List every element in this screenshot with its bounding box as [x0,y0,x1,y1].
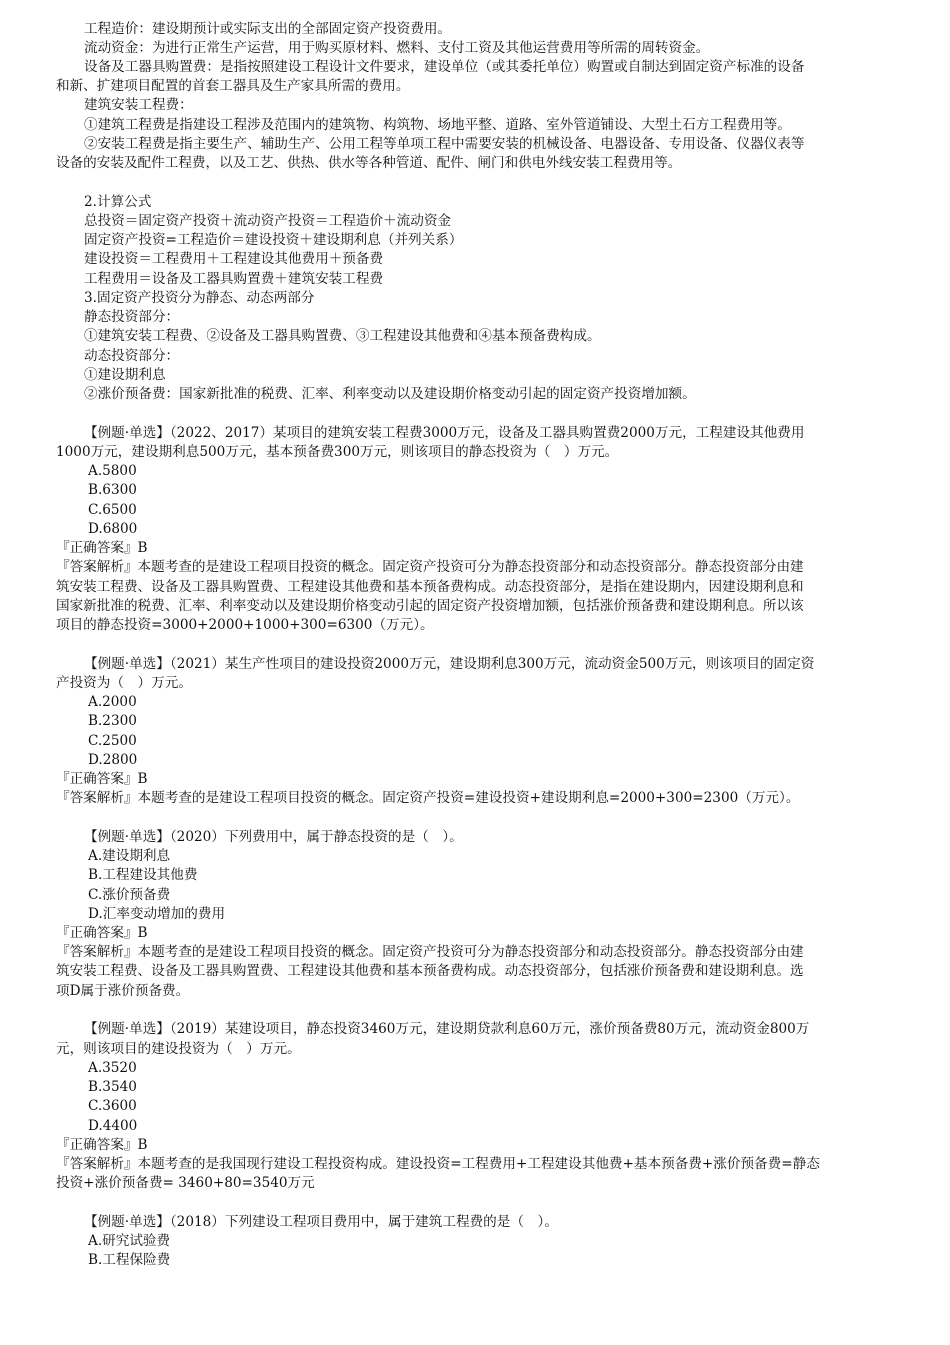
formula-line: 工程费用＝设备及工器具购置费＋建筑安装工程费 [84,271,384,287]
question-stem: 【例题·单选】（2022、2017）某项目的建筑安装工程费3000万元，设备及工器具购置费2000万元，工程建设其他费用 [84,425,805,441]
formula-line: 静态投资部分： [84,309,180,325]
option-d: D.汇率变动增加的费用 [88,906,226,922]
formula-line: 总投资＝固定资产投资＋流动资产投资＝工程造价＋流动资金 [84,213,452,229]
option-a: A.3520 [88,1060,137,1076]
correct-answer: 『正确答案』B [56,925,148,941]
answer-explanation: 『答案解析』本题考查的是建设工程项目投资的概念。固定资产投资可分为静态投资部分和动态投资部分。静态投资部分由建 [56,944,804,960]
formula-line: 固定资产投资=工程造价＝建设投资＋建设期利息（并列关系） [84,232,463,248]
answer-explanation: 筑安装工程费、设备及工器具购置费、工程建设其他费和基本预备费构成。动态投资部分，包括涨价预备费和建设期利息。选 [56,963,804,979]
correct-answer: 『正确答案』B [56,771,148,787]
option-b: B.6300 [88,482,137,498]
question-stem: 【例题·单选】（2020）下列费用中，属于静态投资的是（ ）。 [84,829,463,845]
option-b: B.工程建设其他费 [88,867,198,883]
answer-explanation: 筑安装工程费、设备及工器具购置费、工程建设其他费和基本预备费构成。动态投资部分，是指在建设期内，因建设期利息和 [56,579,804,595]
definition-line: 和新、扩建项目配置的首套工器具及生产家具所需的费用。 [56,78,410,94]
question-stem: 【例题·单选】（2018）下列建设工程项目费用中，属于建筑工程费的是（ ）。 [84,1214,558,1230]
definition-line: 设备的安装及配件工程费，以及工艺、供热、供水等各种管道、配件、闸门和供电外线安装工程费用等。 [56,155,682,171]
answer-explanation: 『答案解析』本题考查的是建设工程项目投资的概念。固定资产投资可分为静态投资部分和动态投资部分。静态投资部分由建 [56,559,804,575]
correct-answer: 『正确答案』B [56,540,148,556]
option-b: B.3540 [88,1079,137,1095]
correct-answer: 『正确答案』B [56,1137,148,1153]
answer-explanation: 项D属于涨价预备费。 [56,983,190,999]
question-stem: 产投资为（ ）万元。 [56,675,192,691]
question-stem: 元，则该项目的建设投资为（ ）万元。 [56,1041,301,1057]
answer-explanation: 投资+涨价预备费= 3460+80=3540万元 [56,1175,315,1191]
section-heading: 3.固定资产投资分为静态、动态两部分 [84,290,315,306]
option-d: D.4400 [88,1118,138,1134]
answer-explanation: 国家新批准的税费、汇率、利率变动以及建设期价格变动引起的固定资产投资增加额，包括涨价预备费和建设期利息。所以该 [56,598,804,614]
answer-explanation: 『答案解析』本题考查的是我国现行建设工程投资构成。建设投资=工程费用+工程建设其他费+基本预备费+涨价预备费=静态 [56,1156,820,1172]
option-a: A.2000 [88,694,137,710]
option-b: B.2300 [88,713,137,729]
option-d: D.2800 [88,752,138,768]
option-b: B.工程保险费 [88,1252,171,1268]
formula-line: ①建设期利息 [84,367,166,383]
formula-line: 建设投资＝工程费用＋工程建设其他费用＋预备费 [84,251,384,267]
question-stem: 【例题·单选】（2019）某建设项目，静态投资3460万元，建设期贷款利息60万元，涨价预备费80万元，流动资金800万 [84,1021,810,1037]
formula-line: ②涨价预备费：国家新批准的税费、汇率、利率变动以及建设期价格变动引起的固定资产投资增加额。 [84,386,696,402]
question-stem: 【例题·单选】（2021）某生产性项目的建设投资2000万元，建设期利息300万元，流动资金500万元，则该项目的固定资 [84,656,815,672]
option-a: A.5800 [88,463,137,479]
option-c: C.涨价预备费 [88,887,171,903]
option-a: A.建设期利息 [88,848,171,864]
answer-explanation: 『答案解析』本题考查的是建设工程项目投资的概念。固定资产投资=建设投资+建设期利息=2000+300=2300（万元）。 [56,790,800,806]
option-a: A.研究试验费 [88,1233,171,1249]
option-c: C.3600 [88,1098,137,1114]
option-c: C.2500 [88,733,137,749]
option-d: D.6800 [88,521,138,537]
section-heading: 2.计算公式 [84,194,152,210]
question-stem: 1000万元，建设期利息500万元，基本预备费300万元，则该项目的静态投资为（ ）万元。 [56,444,619,460]
definition-line: 建筑安装工程费： [84,97,193,113]
definition-line: 设备及工器具购置费：是指按照建设工程设计文件要求，建设单位（或其委托单位）购置或自制达到固定资产标准的设备 [84,59,805,75]
option-c: C.6500 [88,502,137,518]
formula-line: ①建筑安装工程费、②设备及工器具购置费、③工程建设其他费和④基本预备费构成。 [84,328,601,344]
definition-line: ①建筑工程费是指建设工程涉及范围内的建筑物、构筑物、场地平整、道路、室外管道铺设、大型土石方工程费用等。 [84,117,791,133]
definition-line: 流动资金：为进行正常生产运营，用于购买原材料、燃料、支付工资及其他运营费用等所需的周转资金。 [84,40,710,56]
definition-line: ②安装工程费是指主要生产、辅助生产、公用工程等单项工程中需要安装的机械设备、电器设备、专用设备、仪器仪表等 [84,136,805,152]
answer-explanation: 项目的静态投资=3000+2000+1000+300=6300（万元）。 [56,617,434,633]
definition-line: 工程造价：建设期预计或实际支出的全部固定资产投资费用。 [84,21,452,37]
formula-line: 动态投资部分： [84,348,180,364]
